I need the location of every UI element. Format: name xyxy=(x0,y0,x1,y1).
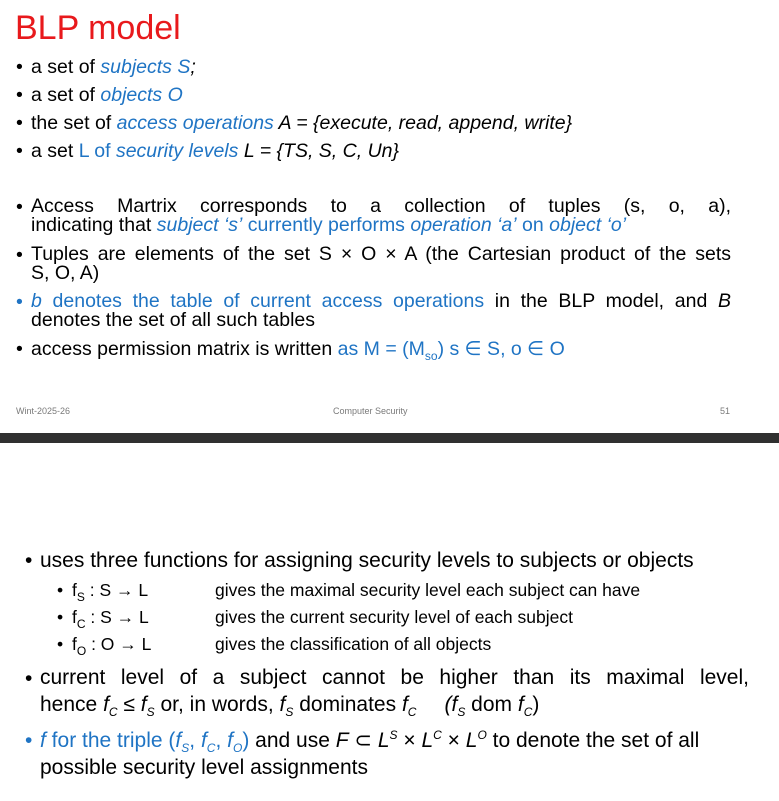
list-item: the set of access operations A = {execute, read, append, write} xyxy=(31,112,573,134)
paragraph-access-matrix: Access Martrix corresponds to a collection of tuples (s, o, a), indicating that subject ‘s’ currently performs operation ‘a’ on object ‘o’ xyxy=(31,195,731,236)
bullet: • xyxy=(16,56,23,78)
bullet: • xyxy=(16,244,23,266)
function-fc: $f_C$ : S → L xyxy=(72,607,149,631)
bullet: • xyxy=(16,338,23,360)
bullet: • xyxy=(25,667,33,690)
paragraph-tuples: Tuples are elements of the set S × O × A (the Cartesian product of the sets S, O, A) xyxy=(31,243,731,284)
footer-page-number: 51 xyxy=(720,406,731,416)
bullet: • xyxy=(16,112,23,134)
list-item: a set L of security levels L = {TS, S, C, Un} xyxy=(31,140,400,162)
function-fo: $f_O$ : O → L xyxy=(72,634,152,658)
slide-security-functions xyxy=(0,443,779,801)
bullet: • xyxy=(16,291,23,313)
paragraph-triple: f for the triple ($f_S$, $f_C$, $f_O$) and use F ⊂ $L^S \times L^C \times L^O$ to denote the set of all possible security level assignments xyxy=(40,728,700,779)
bullet: • xyxy=(16,84,23,106)
bullet: • xyxy=(16,140,23,162)
list-item: a set of subjects S; xyxy=(31,56,196,78)
function-fs-desc: gives the maximal security level each subject can have xyxy=(215,580,641,600)
paragraph-permission-matrix: access permission matrix is written as $M = (M_{so})$ s ∈ S, o ∈ O xyxy=(31,338,565,363)
function-fs: $f_S$ : S → L xyxy=(72,580,149,604)
slide-divider xyxy=(0,433,779,443)
sub-bullet: • xyxy=(57,580,64,600)
bullet: • xyxy=(16,196,23,218)
intro-text: uses three functions for assigning security levels to subjects or objects xyxy=(40,549,694,572)
sub-bullet: • xyxy=(57,634,64,654)
bullet: • xyxy=(25,549,33,572)
function-fo-desc: gives the classification of all objects xyxy=(215,634,492,654)
function-fc-desc: gives the current security level of each subject xyxy=(215,607,573,627)
sub-bullet: • xyxy=(57,607,64,627)
list-item: a set of objects O xyxy=(31,84,183,106)
slide-title: BLP model xyxy=(15,9,181,47)
paragraph-current-level: current level of a subject cannot be higher than its maximal level, hence $f_C \le f_S$ or, in words, $f_S$ dominates $f_C$ ($f_S$ dom $f_C$) xyxy=(40,666,749,719)
paragraph-current-access: b denotes the table of current access operations in the BLP model, and B denotes the set of all such tables xyxy=(31,290,731,331)
footer-date: Wint-2025-26 xyxy=(16,406,71,416)
footer-course: Computer Security xyxy=(333,406,408,416)
bullet: • xyxy=(25,729,33,752)
